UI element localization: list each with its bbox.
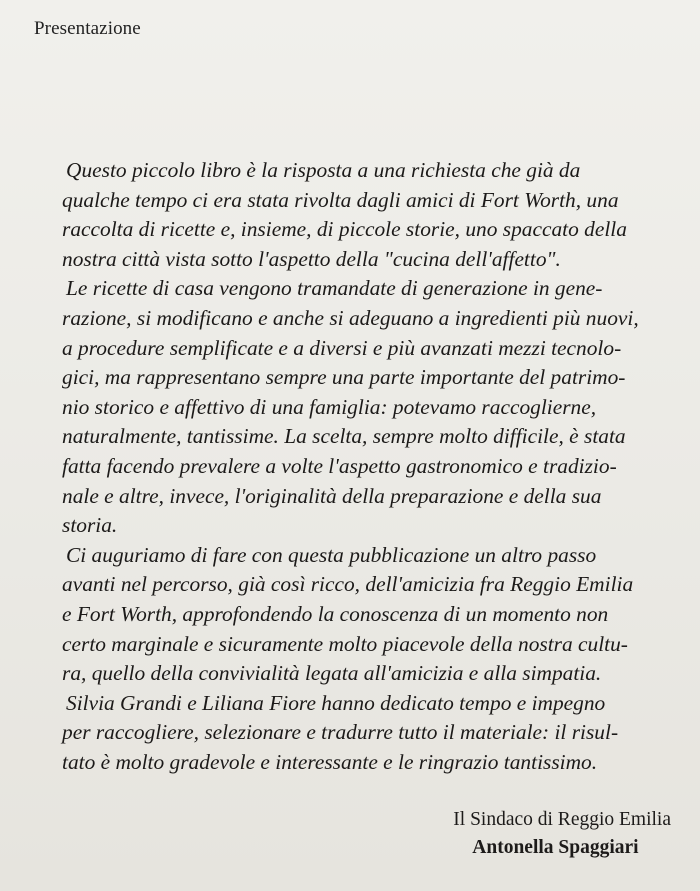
body-line: gici, ma rappresentano sempre una parte importante del patrimo- — [62, 365, 626, 390]
body-line: raccolta di ricette e, insieme, di piccole storie, uno spaccato della — [62, 217, 627, 242]
body-line: storia. — [62, 513, 118, 538]
body-line: per raccogliere, selezionare e tradurre tutto il materiale: il risul- — [62, 720, 619, 745]
body-line: Questo piccolo libro è la risposta a una richiesta che già da — [66, 158, 581, 182]
body-line: tato è molto gradevole e interessante e le ringrazio tantissimo. — [62, 749, 598, 774]
body-line: avanti nel percorso, già così ricco, dell'amicizia fra Reggio Emilia — [62, 572, 634, 597]
body-line: certo marginale e sicuramente molto piacevole della nostra cultu- — [62, 631, 628, 656]
page-heading: Presentazione — [34, 18, 141, 39]
body-text — [62, 156, 676, 777]
body-line: naturalmente, tantissime. La scelta, sempre molto difficile, è stata — [62, 424, 626, 449]
body-line: ra, quello della convivialità legata all'amicizia e alla simpatia. — [62, 661, 602, 686]
body-line: Ci auguriamo di fare con questa pubblicazione un altro passo — [66, 542, 597, 567]
body-line: nio storico e affettivo di una famiglia: potevamo raccoglierne, — [62, 394, 597, 419]
body-line: nale e altre, invece, l'originalità della preparazione e della sua — [62, 483, 602, 508]
signature-name: Antonella Spaggiari — [472, 837, 639, 858]
signature-office: Il Sindaco di Reggio Emilia — [453, 809, 671, 830]
body-line: e Fort Worth, approfondendo la conoscenza di un momento non — [62, 601, 609, 626]
body-line: qualche tempo ci era stata rivolta dagli amici di Fort Worth, una — [62, 187, 619, 212]
body-line: nostra città vista sotto l'aspetto della "cucina dell'affetto". — [62, 246, 561, 271]
body-line: fatta facendo prevalere a volte l'aspetto gastronomico e tradizio- — [62, 453, 617, 478]
signature-block — [453, 806, 671, 862]
body-line: Silvia Grandi e Liliana Fiore hanno dedicato tempo e impegno — [66, 690, 606, 715]
body-line: Le ricette di casa vengono tramandate di generazione in gene- — [66, 276, 603, 301]
body-line: razione, si modificano e anche si adeguano a ingredienti più nuovi, — [62, 305, 639, 330]
body-line: a procedure semplificate e a diversi e più avanzati mezzi tecnolo- — [62, 335, 622, 360]
